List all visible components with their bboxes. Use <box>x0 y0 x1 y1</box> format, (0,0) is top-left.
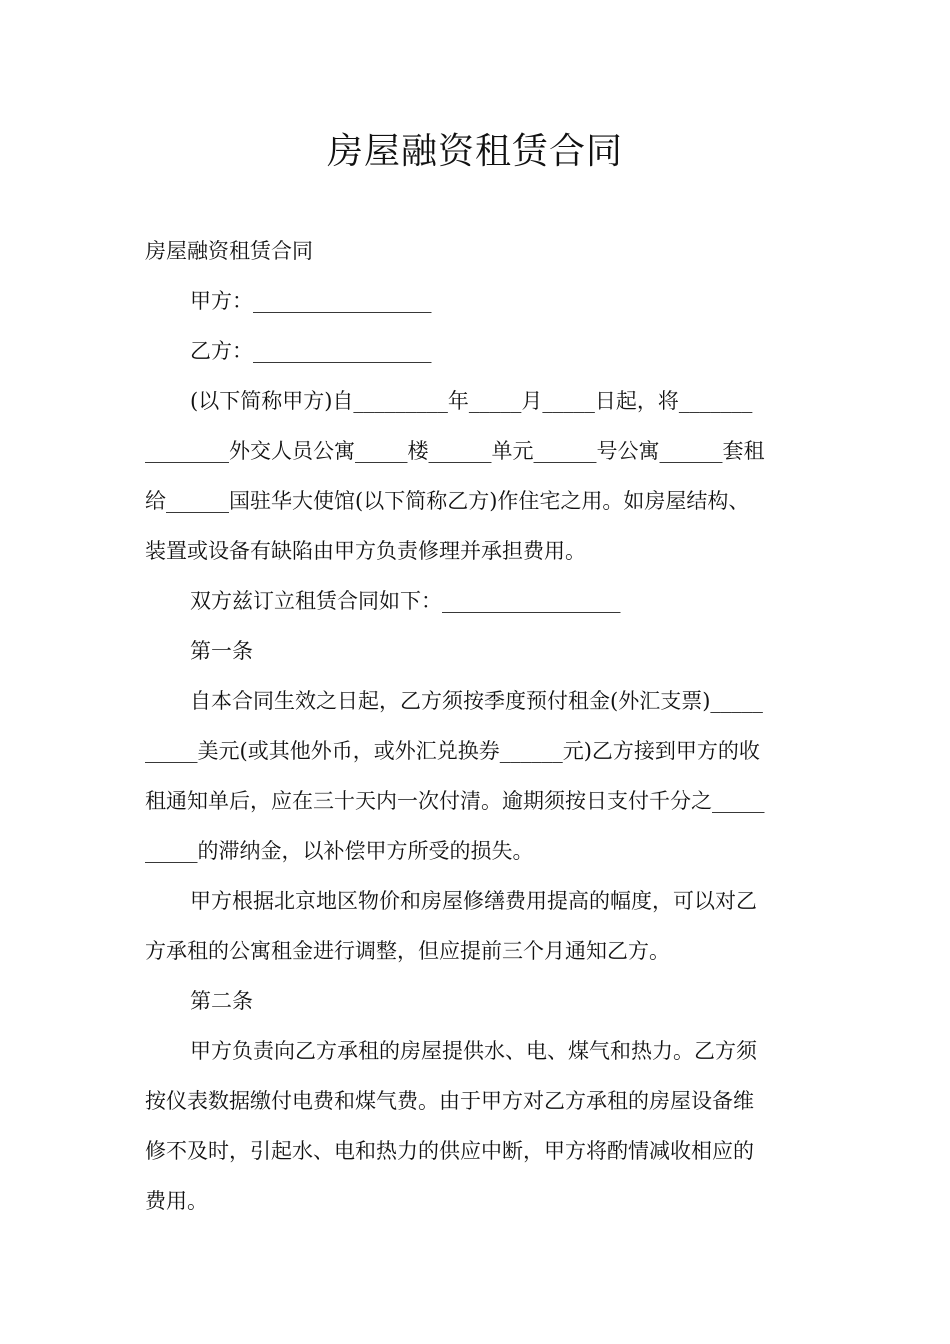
party-b-line: 乙方：_________________ <box>190 339 432 363</box>
paragraph-line: ________外交人员公寓_____楼______单元______号公寓______套租 <box>145 439 765 463</box>
paragraph-line: 自本合同生效之日起，乙方须按季度预付租金(外汇支票)_____ <box>190 689 763 713</box>
paragraph-line: 给______国驻华大使馆(以下简称乙方)作住宅之用。如房屋结构、 <box>145 489 750 513</box>
paragraph-line: 按仪表数据缴付电费和煤气费。由于甲方对乙方承租的房屋设备维 <box>145 1089 754 1113</box>
paragraph-line: 费用。 <box>145 1189 208 1213</box>
paragraph-line: 双方兹订立租赁合同如下：_________________ <box>190 589 621 613</box>
paragraph-line: (以下简称甲方)自_________年_____月_____日起，将_______ <box>190 389 753 413</box>
paragraph-line: 租通知单后，应在三十天内一次付清。逾期须按日支付千分之_____ <box>145 789 765 813</box>
paragraph-line: 修不及时，引起水、电和热力的供应中断，甲方将酌情减收相应的 <box>145 1139 754 1163</box>
paragraph-line: 装置或设备有缺陷由甲方负责修理并承担费用。 <box>145 539 586 563</box>
paragraph-line: 甲方根据北京地区物价和房屋修缮费用提高的幅度，可以对乙 <box>190 889 757 913</box>
document-title: 房屋融资租赁合同 <box>326 131 623 172</box>
subtitle-line: 房屋融资租赁合同 <box>145 239 313 263</box>
party-a-line: 甲方：_________________ <box>190 289 432 313</box>
article-heading: 第一条 <box>190 639 253 663</box>
paragraph-line: 方承租的公寓租金进行调整，但应提前三个月通知乙方。 <box>145 939 670 963</box>
paragraph-line: 甲方负责向乙方承租的房屋提供水、电、煤气和热力。乙方须 <box>190 1039 757 1063</box>
paragraph-line: _____的滞纳金，以补偿甲方所受的损失。 <box>145 839 534 863</box>
article-heading: 第二条 <box>190 989 253 1013</box>
paragraph-line: _____美元(或其他外币，或外汇兑换券______元)乙方接到甲方的收 <box>145 739 760 763</box>
document-body <box>145 226 807 1226</box>
